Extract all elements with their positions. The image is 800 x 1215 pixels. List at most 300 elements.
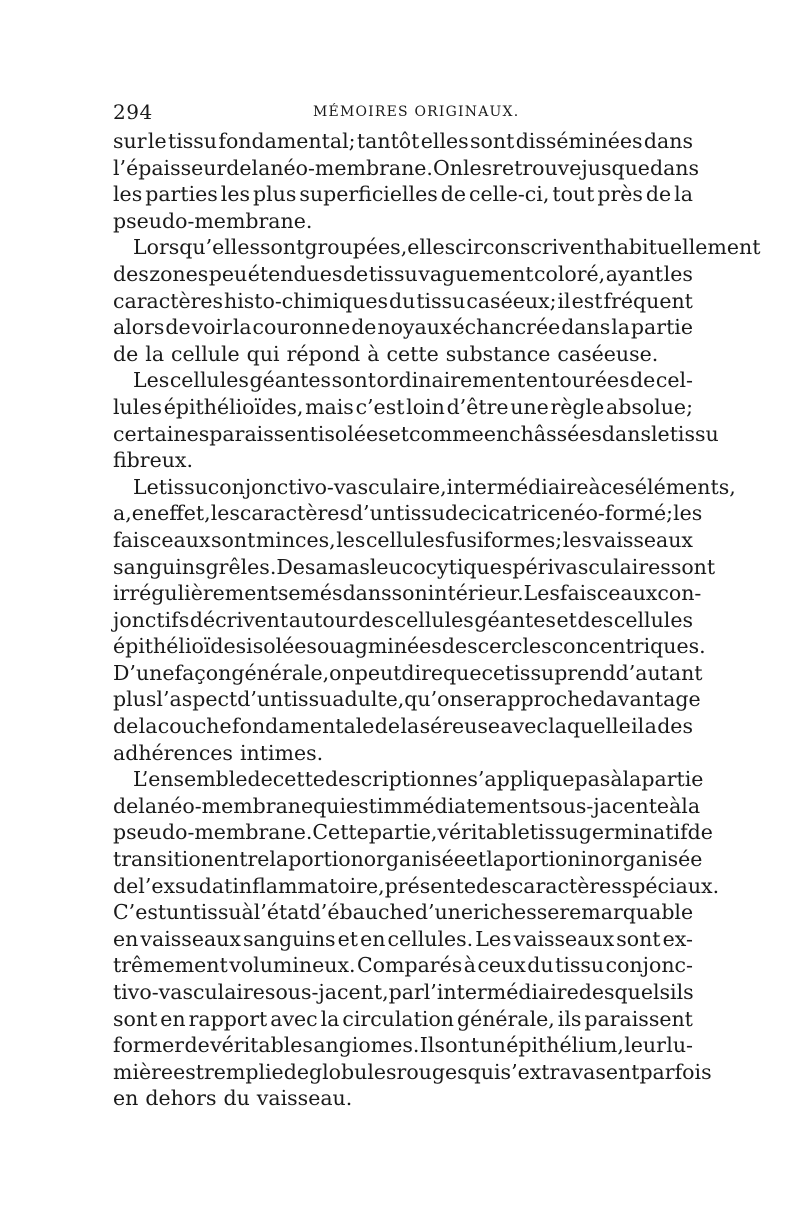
word: ce xyxy=(481,660,506,685)
text-line xyxy=(113,979,693,1006)
word: elles xyxy=(420,129,469,153)
word: Le xyxy=(133,474,159,499)
text-line xyxy=(113,633,706,660)
word: qui xyxy=(313,793,347,818)
word: portion xyxy=(504,847,581,872)
word: est xyxy=(173,1059,204,1084)
word: vaisseaux xyxy=(513,926,615,951)
word: tissu xyxy=(395,501,446,526)
word: angiomes. xyxy=(313,1033,420,1058)
word: grêles. xyxy=(205,554,277,579)
word: partie xyxy=(630,315,693,340)
word: générale, xyxy=(456,1006,555,1031)
word: leur xyxy=(624,1033,666,1058)
text-line xyxy=(113,793,701,820)
word: faisceaux xyxy=(559,581,658,606)
word: D’une xyxy=(113,660,175,685)
word: qui xyxy=(467,1059,501,1084)
word: rouges xyxy=(396,1059,468,1084)
word: dans xyxy=(342,581,392,606)
word: la xyxy=(251,155,271,180)
word: la xyxy=(269,847,289,872)
word: leucocytiques xyxy=(369,554,513,579)
word: ex- xyxy=(662,926,693,951)
word: germinatif xyxy=(578,820,688,845)
word: la xyxy=(138,793,158,818)
word: la xyxy=(622,767,642,792)
text-line xyxy=(113,394,693,421)
word: et xyxy=(388,421,409,446)
word: cellules xyxy=(394,607,474,632)
word: une xyxy=(510,394,549,419)
text-line xyxy=(113,367,693,394)
word: isolées xyxy=(246,634,317,659)
word: de xyxy=(165,315,191,340)
word: de xyxy=(687,820,713,845)
word: davantage xyxy=(592,687,701,712)
word: rapport xyxy=(188,1006,268,1031)
word: noyaux xyxy=(377,315,452,340)
word: con- xyxy=(657,581,702,606)
word: zones xyxy=(149,261,209,286)
word: autour xyxy=(288,607,358,632)
word: de xyxy=(645,182,672,207)
word: de xyxy=(374,714,401,739)
word: et xyxy=(337,926,359,951)
word: de xyxy=(342,261,369,286)
word: caractères xyxy=(239,501,350,526)
text-line xyxy=(113,926,693,953)
word: conjonc- xyxy=(605,953,693,978)
word: les xyxy=(462,155,493,180)
text-line xyxy=(113,1006,693,1033)
word: alors xyxy=(113,315,165,340)
word: habituellement xyxy=(603,235,761,260)
word: des xyxy=(113,261,149,286)
word: avec xyxy=(500,714,548,739)
word: paraissent xyxy=(584,1006,693,1031)
word: volumineux. xyxy=(229,953,356,978)
word: elles xyxy=(407,235,456,260)
word: un xyxy=(166,900,193,925)
word: des xyxy=(657,714,693,739)
word: a xyxy=(644,714,657,739)
word: jusque xyxy=(581,155,650,180)
word: adulte, xyxy=(332,687,405,712)
word: adhérences xyxy=(113,740,233,765)
word: sous-jacente xyxy=(539,793,670,818)
word: prend xyxy=(554,660,616,685)
text-line xyxy=(113,314,693,341)
word: est xyxy=(571,288,603,313)
word: sont xyxy=(331,368,376,393)
text-line xyxy=(113,740,693,767)
word: paraissent xyxy=(209,421,318,446)
word: séreuse xyxy=(419,714,501,739)
word: les xyxy=(336,527,366,552)
word: néo-formé; xyxy=(560,501,674,526)
word: se xyxy=(462,687,486,712)
word: celle-ci, xyxy=(469,182,550,207)
word: les xyxy=(113,182,143,207)
text-line xyxy=(113,766,704,793)
word: dans xyxy=(601,421,651,446)
word: pseudo-membrane. xyxy=(113,208,313,233)
word: faisceaux xyxy=(113,527,211,552)
word: la xyxy=(400,714,420,739)
word: sous-jacent, xyxy=(264,980,389,1004)
word: tantôt xyxy=(356,129,420,153)
word: sont xyxy=(670,554,716,579)
word: d’une xyxy=(414,900,474,925)
word: de xyxy=(247,767,273,792)
word: ayant xyxy=(605,261,664,286)
text-line xyxy=(113,500,703,527)
word: remarquable xyxy=(559,900,694,925)
word: étendues xyxy=(247,261,343,286)
word: groupées, xyxy=(304,235,408,260)
word: sanguins xyxy=(243,926,336,951)
word: un xyxy=(479,1033,506,1058)
word: conjonctivo-vasculaire, xyxy=(207,474,447,499)
word: spéciaux. xyxy=(621,873,720,898)
word: mais xyxy=(305,394,354,419)
word: décrivent xyxy=(189,607,289,632)
word: tissu xyxy=(416,288,466,313)
word: à xyxy=(241,900,254,925)
word: Lorsqu’elles xyxy=(133,235,261,260)
word: couche xyxy=(157,714,232,739)
word: plus xyxy=(113,687,157,712)
word: entre xyxy=(213,847,270,872)
word: couronne xyxy=(252,315,351,340)
word: dans xyxy=(561,315,611,340)
word: de xyxy=(226,155,252,180)
text-line xyxy=(113,819,713,846)
word: portion xyxy=(288,847,364,872)
word: d’être xyxy=(446,394,509,419)
word: la xyxy=(138,714,158,739)
word: sur xyxy=(113,129,147,153)
word: sont xyxy=(260,235,305,260)
word: pas xyxy=(574,767,611,792)
text-line xyxy=(113,155,700,182)
word: cellules. xyxy=(387,926,474,951)
word: partie xyxy=(641,767,704,792)
word: l’exsudat xyxy=(138,873,233,898)
text-line xyxy=(113,686,701,713)
word: caséeux; xyxy=(466,288,557,313)
text-line xyxy=(113,474,736,501)
text-line xyxy=(113,288,693,315)
word: à xyxy=(669,793,682,818)
word: éléments, xyxy=(634,474,736,499)
word: Ils xyxy=(419,1033,445,1058)
text-line xyxy=(113,899,693,926)
word: sont xyxy=(470,129,515,153)
word: la xyxy=(681,793,701,818)
word: épithélium, xyxy=(506,1033,624,1058)
word: disséminées xyxy=(515,129,643,153)
word: ces xyxy=(600,474,635,499)
word: fondamental; xyxy=(218,129,356,153)
text-line xyxy=(113,554,716,581)
word: de xyxy=(445,501,471,526)
word: avec xyxy=(270,1006,318,1031)
word: le xyxy=(650,421,670,446)
word: globules xyxy=(308,1059,397,1084)
word: en xyxy=(131,501,158,526)
text-line xyxy=(113,208,693,235)
word: ils xyxy=(670,980,694,1004)
word: cette xyxy=(272,767,325,792)
word: des xyxy=(475,873,512,898)
word: de xyxy=(113,341,139,366)
word: C’est xyxy=(113,900,167,925)
word: tissu xyxy=(505,660,555,685)
word: vaisseaux xyxy=(140,926,241,951)
word: sont xyxy=(113,1006,158,1031)
word: a, xyxy=(113,501,132,526)
word: tivo-vasculaire xyxy=(113,980,265,1004)
page-number: 294 xyxy=(113,100,153,124)
word: générale, xyxy=(231,660,330,685)
word: les xyxy=(673,501,703,526)
word: et xyxy=(465,847,487,872)
word: fibreux. xyxy=(113,448,194,473)
word: la xyxy=(486,847,505,872)
word: lu- xyxy=(666,1033,693,1058)
word: d’un xyxy=(349,501,396,526)
word: l’état xyxy=(253,900,308,925)
word: rapproche xyxy=(485,687,593,712)
word: ont xyxy=(445,1033,480,1058)
word: agminées xyxy=(342,634,442,659)
word: du xyxy=(389,288,416,313)
word: c’est xyxy=(355,394,405,419)
page-header xyxy=(113,100,693,126)
word: à xyxy=(588,474,601,499)
word: et xyxy=(556,607,577,632)
word: d’autant xyxy=(615,660,703,685)
word: l’épaisseur xyxy=(113,155,227,180)
word: fusiformes; xyxy=(445,527,563,552)
word: lules xyxy=(113,394,162,419)
word: intimes. xyxy=(239,740,324,765)
word: Cette xyxy=(312,820,369,845)
text-line xyxy=(113,261,693,288)
word: à xyxy=(367,341,380,366)
word: cercles xyxy=(477,634,552,659)
word: en xyxy=(160,1006,186,1031)
word: dehors xyxy=(145,1086,217,1111)
word: ceux xyxy=(477,953,526,978)
word: tissu xyxy=(167,129,217,153)
word: des xyxy=(441,634,478,659)
word: les xyxy=(220,182,250,207)
word: du xyxy=(527,953,554,978)
word: tissu xyxy=(669,421,719,446)
word: circulation xyxy=(342,1006,454,1031)
text-line xyxy=(113,234,761,261)
word: des xyxy=(358,607,395,632)
word: la xyxy=(320,1006,340,1031)
word: d’ébauche xyxy=(307,900,415,925)
word: mière xyxy=(113,1059,174,1084)
word: le xyxy=(147,129,167,153)
word: isolées xyxy=(317,421,389,446)
word: irrégulièrement xyxy=(113,581,278,606)
word: des xyxy=(577,607,614,632)
word: l’intermédiaire xyxy=(423,980,579,1004)
word: qu’on xyxy=(404,687,463,712)
word: L’ensemble xyxy=(133,767,248,792)
word: s’extravasent xyxy=(500,1059,640,1084)
word: de xyxy=(113,793,139,818)
word: semés xyxy=(277,581,343,606)
text-line xyxy=(113,660,703,687)
word: sont xyxy=(211,527,256,552)
text-line xyxy=(113,952,693,979)
word: de xyxy=(113,873,139,898)
word: pseudo-membrane. xyxy=(113,820,313,845)
word: du xyxy=(223,1086,250,1111)
word: cellules xyxy=(365,527,446,552)
word: tissu xyxy=(555,953,605,978)
text-line xyxy=(113,873,720,900)
word: néo-membrane xyxy=(157,793,314,818)
word: que xyxy=(443,660,482,685)
word: intermédiaire xyxy=(446,474,589,499)
word: d’un xyxy=(237,687,284,712)
text-line xyxy=(113,1032,693,1059)
word: la xyxy=(145,341,165,366)
word: entourées xyxy=(525,368,630,393)
word: dans xyxy=(643,129,693,153)
word: ils xyxy=(557,1006,582,1031)
text-line xyxy=(113,1059,712,1086)
word: près xyxy=(597,182,643,207)
word: de xyxy=(283,1059,309,1084)
word: géantes xyxy=(249,368,332,393)
text-line xyxy=(113,1085,693,1112)
word: épithélioïdes xyxy=(113,634,247,659)
text-line xyxy=(113,846,703,873)
word: en xyxy=(113,1086,139,1111)
word: Les xyxy=(475,926,512,951)
word: son xyxy=(391,581,428,606)
word: ne xyxy=(442,767,468,792)
word: dans xyxy=(649,155,700,180)
word: inflammatoire, xyxy=(232,873,385,898)
word: On xyxy=(432,155,463,180)
word: tout xyxy=(552,182,595,207)
word: enchâssées xyxy=(483,421,602,446)
word: fréquent xyxy=(603,288,693,313)
word: parfois xyxy=(639,1059,712,1084)
word: de xyxy=(351,315,377,340)
word: immédiatement xyxy=(376,793,540,818)
word: caséeuse. xyxy=(557,341,659,366)
word: trêmement xyxy=(113,953,228,978)
word: cellules xyxy=(613,607,693,632)
word: échancrée xyxy=(452,315,561,340)
word: tissu xyxy=(529,820,579,845)
word: véritable xyxy=(437,820,530,845)
word: périvasculaires xyxy=(512,554,671,579)
word: vaisseau. xyxy=(256,1086,353,1111)
word: à xyxy=(463,953,476,978)
word: laquelle xyxy=(548,714,631,739)
text-line xyxy=(113,447,693,474)
text-line xyxy=(113,527,693,554)
body-text xyxy=(113,128,761,1112)
word: cellules xyxy=(169,368,249,393)
word: ou xyxy=(316,634,343,659)
word: de xyxy=(440,182,467,207)
text-line xyxy=(113,181,693,208)
word: la xyxy=(674,182,693,207)
word: former xyxy=(113,1033,185,1058)
word: il xyxy=(631,714,645,739)
word: organisée xyxy=(363,847,466,872)
word: dire xyxy=(401,660,444,685)
word: effet, xyxy=(157,501,211,526)
word: retrouve xyxy=(492,155,582,180)
word: circonscrivent xyxy=(455,235,604,260)
word: cicatrice xyxy=(470,501,561,526)
word: néo-membrane. xyxy=(270,155,433,180)
text-line xyxy=(113,713,693,740)
word: vaguement xyxy=(418,261,534,286)
word: histo-chimiques xyxy=(224,288,389,313)
word: l’aspect xyxy=(156,687,238,712)
word: substance xyxy=(445,341,551,366)
word: de xyxy=(630,368,656,393)
word: jonctifs xyxy=(113,607,190,632)
word: les xyxy=(210,501,240,526)
word: tissu xyxy=(368,261,418,286)
word: fondamentale xyxy=(232,714,375,739)
word: sanguins xyxy=(113,554,206,579)
word: à xyxy=(610,767,623,792)
word: de xyxy=(184,1033,210,1058)
word: cel- xyxy=(655,368,693,393)
word: sont xyxy=(616,926,661,951)
word: répond xyxy=(286,341,361,366)
word: caractères xyxy=(511,873,622,898)
running-title: MÉMOIRES ORIGINAUX. xyxy=(313,104,520,120)
word: description xyxy=(324,767,443,792)
word: géantes xyxy=(474,607,556,632)
word: véritables xyxy=(210,1033,313,1058)
word: vaisseaux xyxy=(592,527,693,552)
word: desquels xyxy=(578,980,671,1004)
word: superficielles xyxy=(299,182,438,207)
text-line xyxy=(113,341,693,368)
word: amas xyxy=(315,554,370,579)
word: par xyxy=(388,980,424,1004)
word: en xyxy=(360,926,386,951)
word: la xyxy=(232,315,252,340)
word: coloré, xyxy=(534,261,606,286)
word: transition xyxy=(113,847,214,872)
word: tissu xyxy=(192,900,242,925)
word: loin xyxy=(406,394,445,419)
word: on xyxy=(329,660,355,685)
word: voir xyxy=(191,315,232,340)
word: de xyxy=(113,714,139,739)
